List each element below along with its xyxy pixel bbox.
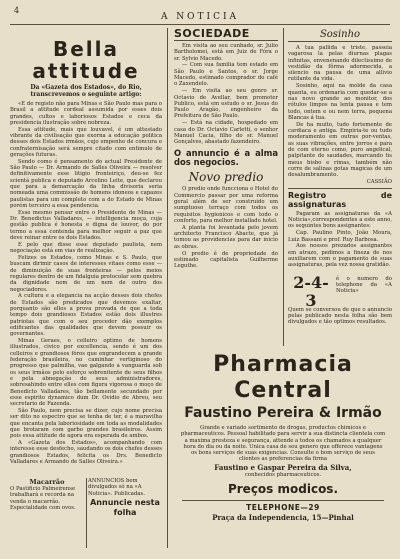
registro-paragraph: Cap. Paulino Pinto, João Moura, Luiz Bassani e prof. Ruy Barbosa. — [288, 230, 392, 243]
ad-text: Grande e variado sortimento de drogas, productos chimicos e pharmaceuticos. Pessoal habilitado para servir a sua distincta clientela com a maxima presteza e segurança, attende a todos os chamados a qualquer hora do dia ou da noite. Unica casa de seu genero que offerece vantagens os bons serviços de suas exigencias. Consulte o bom serviço de seus clientes as preferencias da firma — [180, 425, 386, 463]
ad-macarrao-heading: Macarrão — [29, 478, 65, 486]
page-number: 4 — [14, 6, 20, 15]
registro-paragraph: Aos nossos prezados assignantes em atrazo, pedimos a fineza de nos auxiliarem com o pagamento de suas assignaturas, pela vez nossa gratidão. — [288, 243, 392, 269]
novo-predio-paragraph: A planta foi levantada pelo jovem architecto Francisco Abacte, que já tomou as providencias para dar inicio as obras. — [174, 224, 278, 250]
article-paragraph: «E de registo não para Minas e São Paulo mas para o Brasil a attitude cordeal assumida por esses dois grandes, cultos e laboriosos Estados e ceca da presidencia ilustração sobre nobreza. — [10, 101, 162, 126]
column-sociedade — [174, 28, 278, 346]
ad-title: Pharmacia Central — [213, 352, 353, 403]
masthead: A NOTICIA — [160, 12, 240, 22]
sosinho-paragraph: A tua pallida e triste, passeia vagarosa la pelas diurnas plagas infinitas, envenenando dilectissimo de vestidão da fôrma adormecida, a silencio na pausa de uma allivio rutilante da vida. — [288, 45, 392, 83]
ad-macarrao-text: O Pastificio Palmeirense trabalhará e recorda na venda o macarrão. Especialidade com ovos. — [10, 486, 76, 511]
registro-title: Registro de assignaturas — [288, 188, 392, 209]
article-paragraph: Esse mesmo pensar entre o Presidente de Minas — Dr. Benedictus Valladares, — intelligencia moça, cuja gestão publica é honesta e digna de louvor, do por termo a essa contenda para melhor seguir a paz que deve reinar entre os dois Estados. — [10, 209, 162, 242]
ad-pharmacia-central — [174, 350, 392, 552]
ad-annuncie-heading: Annuncie nesta folha — [90, 497, 160, 517]
article-paragraph: Sendo como é pensamento do actual Presidente de São Paulo — Dr. Armando de Salles Oliveira — resolver definitivamente esse litigio fronteiriço, deu-se fez scientá publica e deputado Arcelino Leite, que declarou que para a demarcação da linha divisoria seria nomeada uma commissão de homens idoneos e capazes paulistas para um completo com a do Estado de Minas porém terceiro a essa pendencia. — [10, 158, 162, 209]
sosinho-title: Sosinho — [288, 29, 392, 42]
phone-text: é o numero do telephone da «A Noticia» — [336, 275, 392, 295]
sociedade-paragraph: — Em visita ao seu genro sr. Octavio de Avellar, bem promoter Publico, está em estudo o sr. Jesus do Paulo Aragão, engenheiro da Prefeitura de São Paulo. — [174, 88, 278, 120]
registro-paragraph: Pagaram as assignaturas da «A Noticia»,correspondentes a este anno, os seguintes bons assignantes: — [288, 210, 392, 230]
ad-owners: Faustino e Gaspar Pereira da Silva, — [214, 462, 352, 472]
annuncio-headline: O annuncio é a alma dos negocios. — [174, 147, 278, 167]
ad-address: Praça da Independencia, 15—Pinhal — [212, 513, 354, 523]
column-divider — [167, 28, 168, 548]
ad-macarrao — [10, 478, 84, 511]
novo-predio-paragraph: O predio é de propriedade do estimado capitalista Guilherme Leguthe. — [174, 250, 278, 270]
novo-predio-paragraph: O predio onde funcciona o Hotel do Commercio passar por uma reforma geral além de ser construido um sumptuoso terraço com todos os requisitos hygienicos e com todo o conforto, para melhor installado hotel. — [174, 186, 278, 224]
sosinho-paragraph: De ha muito, tudo fortemente de cardiaca e antiga. Empiria-te ou tudo moderamento em outras por-ventas, as suas vibrações, entre jorros e para de com eterno como, puro angelical, palpitante de saudades, marcando tis meus bisbo e rimas, também não corre de salinas gotas magicas de um desalumbramento. — [288, 121, 392, 179]
article-paragraph: E pelo que disse esse deputado paulista, nem negociação está em vias de realização. — [10, 241, 162, 255]
sociedade-paragraph: Em visita ao seu cunhado, sr. Julio Bartholomei, está em Juiz de Fóra o sr. Sylvio Macedo. — [174, 43, 278, 62]
small-ads — [10, 478, 162, 548]
small-ads-divider — [86, 478, 87, 548]
article-paragraph: Essa attitude, mais que louvavel, é um attestado vibrante da civilisação que exorna a educação politica desses dois Estados irmãos, cujo empenho de concura e confraternisação será sempre citado com entimulo de gerações futuras. — [10, 126, 162, 158]
top-rule — [10, 24, 390, 25]
article-paragraph: Felizes os Estados, como Minas e S. Paulo, que buscam dirimir casos de interesses vitaes como esse — de diminuição de suas fronteiras — pelos meios regulares dentro de um fidalguia protocolar sem quebra da dignidade nem de um nem de outro dos negociadores. — [10, 255, 162, 293]
ad-owners-note: conhecidos pharmaceuticos. — [244, 471, 322, 478]
sociedade-title: SOCIEDADE — [174, 28, 278, 41]
phone-notice — [288, 272, 392, 310]
article-bella-attitude — [10, 28, 162, 466]
sosinho-paragraph: Sosinho, aqui na molde da casa quanta, eu ordenaria com quedar-se a nas novo grande ao monitor, dos rótulos limpos na lenta pausa e tem todo, ontem e ou nem terra, pequena Blancas á tua. — [288, 83, 392, 121]
article-title: Bella attitude — [32, 37, 140, 83]
ad-annuncios-text: ANNUNCIOS bem divulgados só na «A Noticia». Publicadas. — [88, 478, 145, 497]
article-paragraph: Minas Geraes, o celleiro optimo de homens illustrados, civico por excellencia, sendo é um dos celleiros e grandiosos fóros que engrandecem a grande federação brasileira, no caminhar vertiginoso do progresso que palmilha, vae galgando a vanguarda sob os seus irmãos pelo esforço sobrenitente de seus filhos e pela abnegação de seus administradores, sobresahindo entre elles com figura vigorosa o moço de Benedicto Valladares, tão bellamente secundado por esse espirito dynamico dum Dr. Ovidio de Abreu, seu secretario de Fazenda. — [10, 338, 162, 408]
article-paragraph: A «Gazeta dos Estados», acompanhando com interesse esse desfecho, saudando os dois chefes desses grandiosos Estados, felicita os Drs. Benedicto Valladares e Armando de Salles Oliveira.» — [10, 440, 162, 465]
phone-number: 2-4-3 — [293, 272, 329, 310]
ad-subtitle: Faustino Pereira & Irmão — [184, 405, 382, 421]
sociedade-paragraph: — Com sua familia tem estado em São Paulo e Santos, o sr. Jorge Macedo, estimado comprador do café o Zaxendelo. — [174, 62, 278, 88]
column-sosinho — [288, 28, 392, 346]
sosinho-signature: CASSIÃO — [366, 179, 392, 186]
novo-predio-title: Novo predio — [188, 170, 264, 185]
column-divider — [283, 28, 284, 346]
ad-phone: TELEPHONE—29 — [246, 503, 320, 513]
sociedade-paragraph: — Está na cidade, hospedado em casa do Dr. Octavio Carletti, o senhor Manuel Cacia, filho do sr. Manuel Gonçalves, abastado fazendeiro. — [174, 120, 278, 146]
closing-notice: Quem se conversou de que o annuncio pelas publicado nesta folha são bem divulgados e tão optimos resultados. — [288, 306, 392, 326]
article-paragraph: A cultura e a elegancia na acção desses dois chefes de Estados são predicados que devemos exaltar, porquanto são elles a prova provada de que a toda tempo dois grandiosos Estados estão dois illustres patriotas que com o seu proceder dão exemplos edificantes das qualidades que devem possuir os governantes. — [10, 293, 162, 338]
ad-annuncios — [88, 478, 162, 518]
article-subhead: Da «Gazeta dos Estados», do Rio, transcrevemos o seguinte artigo: — [30, 84, 142, 98]
ad-prices: Preços modicos. — [227, 482, 339, 497]
ad-rule — [182, 500, 384, 501]
article-paragraph: São Paulo, nem precisa se dizer, cujo nome precisa ser dito no espectro que se tenha de ter, é a maravilha que encanta pela laboriosidade em toda as modalidades que brotaram com garbo grandes brasileiros. Assim pois essa attitude de agora era esperada de ambos. — [10, 408, 162, 440]
